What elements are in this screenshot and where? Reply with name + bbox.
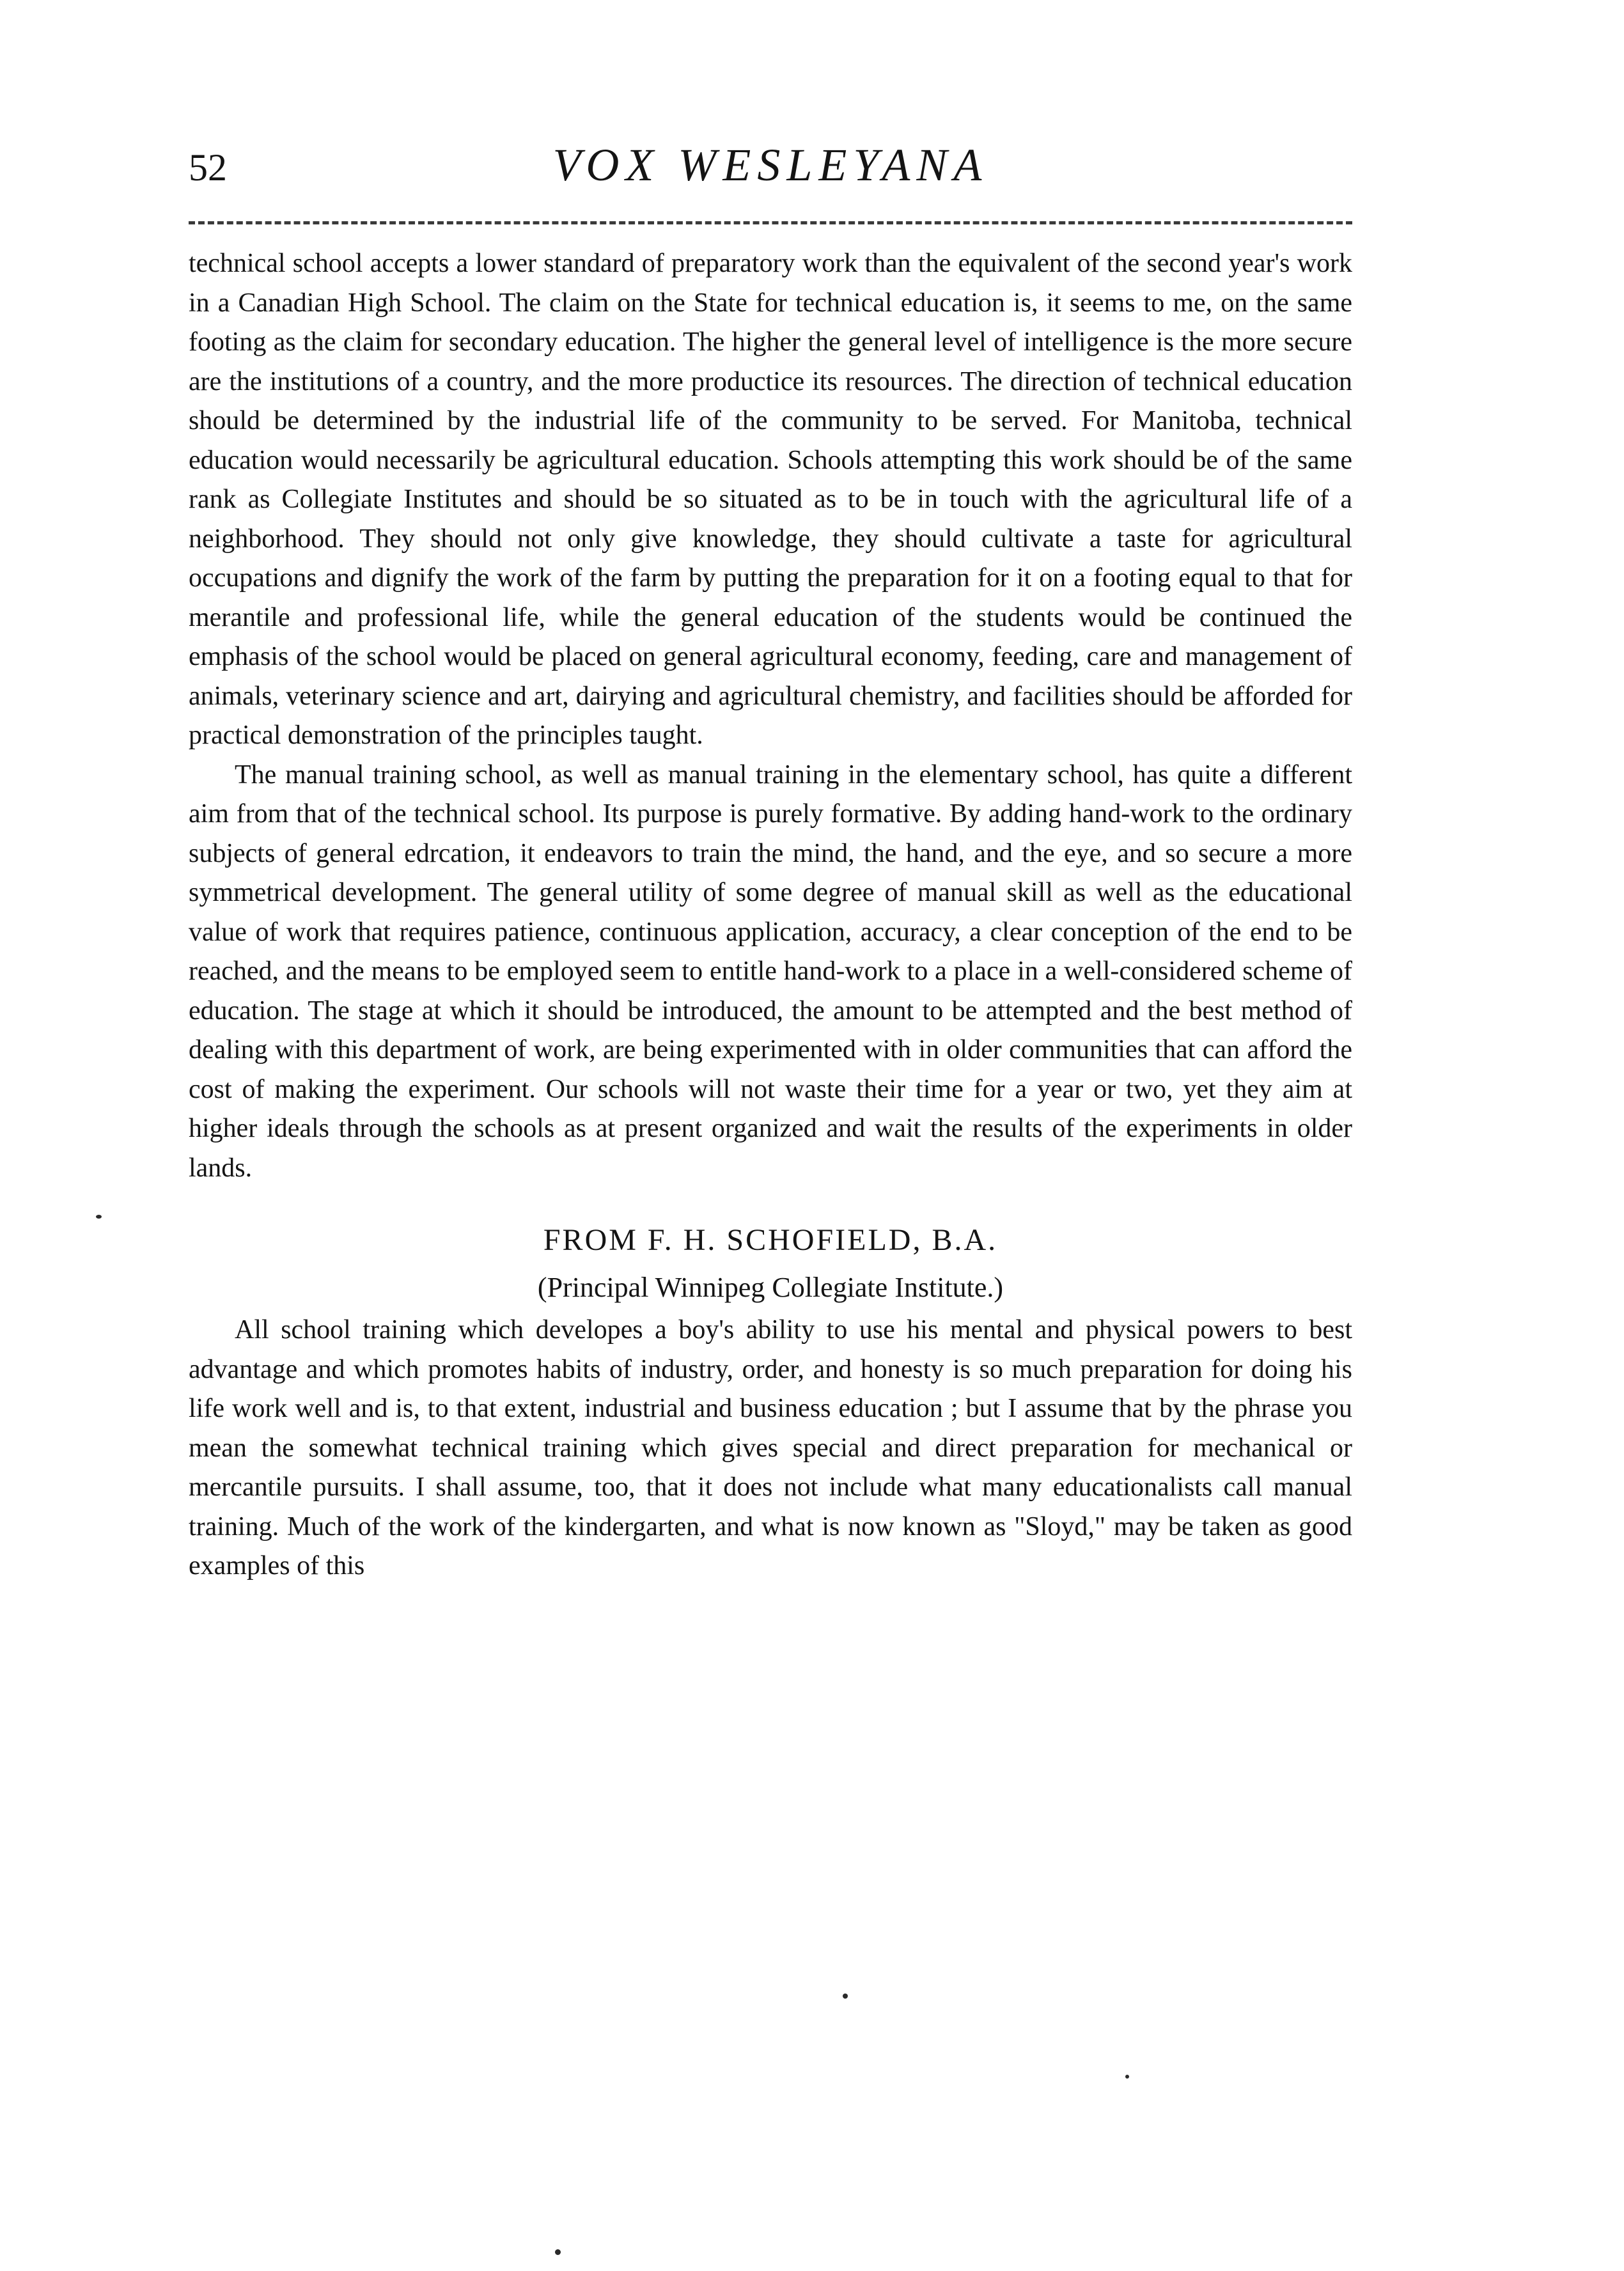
scan-speck	[555, 2249, 561, 2255]
running-head	[189, 139, 1352, 206]
scan-speck	[843, 1994, 848, 1999]
scan-speck	[1125, 2075, 1129, 2079]
paragraph-technical-education: technical school accepts a lower standard of preparatory work than the equivalent of the second year's work in a Canadian High School. The claim on the State for technical education is, it seems to me, on the same footing as the claim for secondary education. The higher the general level of intelligence is the more secure are the institutions of a country, and the more productice its resources. The direction of technical education should be determined by the industrial life of the community to be served. For Manitoba, technical education would necessarily be agricultural education. Schools attempting this work should be of the same rank as Collegiate Institutes and should be so situated as to be in touch with the agricultural life of a neighborhood. They should not only give knowledge, they should cultivate a taste for agricultural occupations and dignify the work of the farm by putting the preparation for it on a footing equal to that for merantile and professional life, while the general education of the students would be continued the emphasis of the school would be placed on general agricultural economy, feeding, care and management of animals, veterinary science and art, dairying and agricultural chemistry, and facilities should be afforded for practical demonstration of the principles taught.	[189, 249, 1352, 750]
scan-speck	[96, 1215, 102, 1219]
paragraph-manual-training: The manual training school, as well as manual training in the elementary school, has quite a different aim from that of the technical school. Its purpose is purely formative. By adding hand-work to the ordinary subjects of general edrcation, it endeavors to train the mind, the hand, and the eye, and so secure a more symmetrical development. The general utility of some degree of manual skill as well as the educational value of work that requires patience, continuous application, accuracy, a clear conception of the end to be reached, and the means to be employed seem to entitle hand-work to a place in a well-considered scheme of education. The stage at which it should be introduced, the amount to be attempted and the best method of dealing with this department of work, are being experimented with in older communities that can afford the cost of making the experiment. Our schools will not waste their time for a year or two, yet they aim at higher ideals through the schools as at present organized and wait the results of the experiments in older lands.	[189, 760, 1352, 1183]
article-body	[189, 244, 1352, 1586]
header-rule	[189, 221, 1352, 224]
page-number: 52	[189, 146, 227, 189]
paragraph-school-training: All school training which developes a boy's ability to use his mental and physical powers to best advantage and which promotes habits of industry, order, and honesty is so much preparation for doing his life work well and is, to that extent, industrial and business education ; but I assume that by the phrase you mean the somewhat technical training which gives special and direct preparation for mechanical or mercantile pursuits. I shall assume, too, that it does not include what many educationalists call manual training. Much of the work of the kindergarten, and what is now known as "Sloyd," may be taken as good examples of this	[189, 1315, 1352, 1580]
journal-title: VOX WESLEYANA	[552, 139, 988, 191]
section-heading: FROM F. H. SCHOFIELD, B.A.	[543, 1223, 998, 1257]
section-subheading: (Principal Winnipeg Collegiate Institute.)	[537, 1272, 1004, 1303]
